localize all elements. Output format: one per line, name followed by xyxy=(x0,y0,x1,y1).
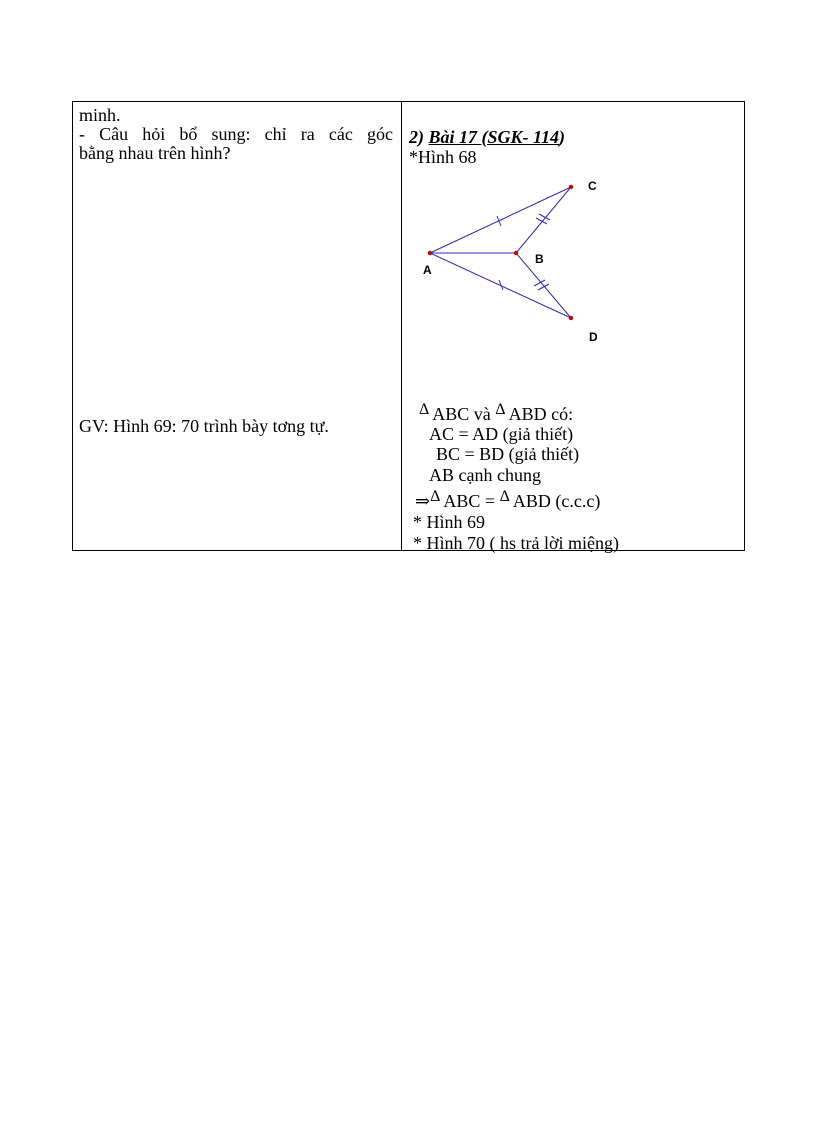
label-b: B xyxy=(535,252,544,266)
proof-line-1a: ABC và xyxy=(432,404,491,424)
heading-title: Bài 17 (SGK- 114 xyxy=(428,127,560,147)
heading-suffix: ) xyxy=(559,127,566,147)
proof-line-1b: ABD có: xyxy=(508,404,574,424)
label-a: A xyxy=(423,263,432,277)
proof-line-3: BC = BD (giả thiết) xyxy=(436,444,580,464)
left-line-1: minh. xyxy=(79,105,121,125)
teacher-activity-cell xyxy=(79,106,393,163)
point-c xyxy=(569,185,573,189)
proof-line-7: * Hình 70 ( hs trả lời miệng) xyxy=(413,533,619,553)
proof-line-5 xyxy=(415,488,601,513)
exercise-heading xyxy=(409,127,565,147)
segment-bc xyxy=(516,187,571,253)
lesson-table xyxy=(72,101,745,551)
heading-prefix: 2) xyxy=(409,127,429,147)
triangle-symbol: Δ xyxy=(499,488,510,505)
proof-line-4: AB cạnh chung xyxy=(429,465,541,485)
triangle-symbol: Δ xyxy=(419,401,430,418)
point-a xyxy=(428,251,432,255)
content-cell xyxy=(409,102,739,553)
column-divider xyxy=(401,102,402,550)
left-line-2: - Câu hỏi bổ sung: chỉ ra các góc xyxy=(79,124,393,144)
implies-symbol: ⇒ xyxy=(415,491,431,511)
triangle-symbol: Δ xyxy=(495,401,506,418)
figure-68 xyxy=(409,172,739,352)
point-d xyxy=(569,316,573,320)
triangle-symbol: Δ xyxy=(430,488,441,505)
proof-line-1 xyxy=(419,401,574,426)
segment-ad xyxy=(430,253,571,318)
proof-line-6: * Hình 69 xyxy=(413,512,485,532)
proof-line-5a: ABC = xyxy=(443,491,496,511)
point-b xyxy=(514,251,518,255)
proof-line-5b: ABD (c.c.c) xyxy=(512,491,601,511)
label-d: D xyxy=(589,330,598,344)
teacher-note: GV: Hình 69: 70 trình bày tơng tự. xyxy=(79,416,329,436)
label-c: C xyxy=(588,179,597,193)
figure-caption: *Hình 68 xyxy=(409,147,477,167)
left-line-3: bằng nhau trên hình? xyxy=(79,143,231,163)
proof-line-2: AC = AD (giả thiết) xyxy=(429,424,574,444)
